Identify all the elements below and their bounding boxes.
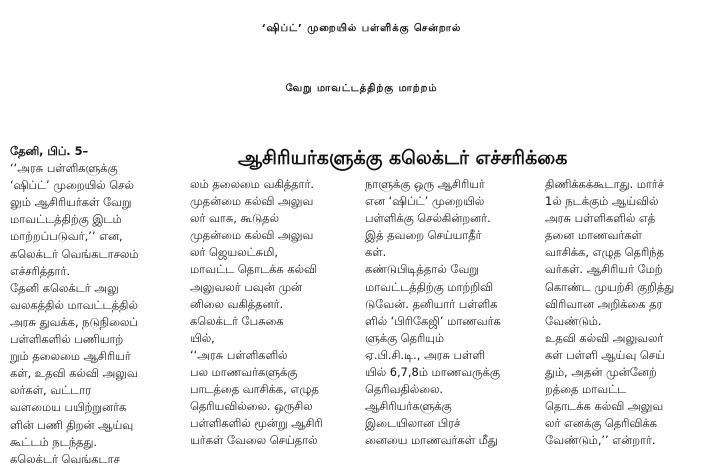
article-line: வளமைய பயிற்றுனர்க [10,400,127,415]
article-line: லும் ஆசிரியர்கள் வேறு [10,195,132,210]
article-line: அரசு பள்ளிகளில் எத் [545,211,656,226]
article-line: பாடத்தை வாசிக்க, எழுத [190,382,319,397]
subheadline: ஆசிரியர்களுக்கு கலெக்டர் எச்சரிக்கை [238,147,568,169]
article-line: தெரியவில்லை. ஒருசில [190,399,313,414]
article-line: யில் 6,7,8ம் மாணவருக்கு [365,365,500,380]
article-line: ‘ஷிப்ட்’ முறையில் செல் [10,178,134,193]
article-line: கண்டுபிடித்தால் வேறு [365,262,479,277]
article-line: டுவேன். தனியார் பள்ளிக [365,296,498,311]
article-line: தேனி கலெக்டர் அலு [10,280,119,295]
article-line: வேண்டும். [545,313,602,328]
article-column-2 [190,176,356,450]
article-line: கலெக்டர் வெங்கடாசலம் [10,246,139,261]
article-line: மாவட்டத்திற்கு இடம் [10,212,122,227]
article-line: மாவட்டத்திற்கு மாற்றிவி [365,279,493,294]
article-line: அலுவலர் பவுன் முன் [190,279,303,294]
article-line: ளுக்கு தெரியும் [365,330,445,345]
article-line: வாசிக்க, எழுத தெரிந்த [545,245,664,260]
article-line: பள்ளிகளில் மூன்று ஆசிரி [190,416,323,431]
article-line: எச்சரித்தார். [10,263,71,278]
article-line: விரிவான அறிக்கை தர [545,296,663,311]
headline-line-1: ‘ஷிப்ட்’ முறையில் பள்ளிக்கு சென்றால் [261,23,462,34]
article-line: லர் எனக்கு தெரிவிக்க [545,416,657,431]
article-line: இத் தவறை செய்யாதீர் [365,228,482,243]
article-line: இடையிலான பிரச் [365,416,461,431]
article-line: கள் பள்ளி ஆய்வு செய் [545,347,665,362]
headline-line-2: வேறு மாவட்டத்திற்கு மாற்றம் [285,83,438,94]
article-line: தெரிவதில்லை. [365,382,444,397]
article-line: றத்தை மாவட்ட [545,382,627,397]
article-line: என ‘ஷிப்ட்’ முறையில் [365,194,485,209]
article-line: ‘‘அரசு பள்ளிகளுக்கு [10,161,118,176]
article-line: கள், உதவி கல்வி அலுவ [10,366,138,381]
article-line: தும், அதன் முன்னேற் [545,365,657,380]
article-line: பள்ளிக்கு செல்கின்றனர். [365,211,491,226]
article-column-4 [545,176,717,450]
article-line: முதன்மை கல்வி அலுவ [190,228,314,243]
article-line: ஏ.பி.சி.டி., அரசு பள்ளி [365,347,485,362]
article-line: லம் தலைமை வகித்தார். [190,177,315,191]
article-line: அரசு துவக்க, நடுநிலைப் [10,314,138,329]
article-column-1 [10,143,180,468]
article-line: 1ல் நடக்கும் ஆய்வில் [545,194,659,209]
article-line: யில், [190,330,215,345]
article-column-3 [365,176,533,450]
article-line: கொண்ட முயற்சி குறித்து [545,279,675,294]
article-line: வேண்டும்,’’ என்றார். [545,433,656,448]
article-line: வலகத்தில் மாவட்டத்தில் [10,297,138,312]
article-line: னையை மாணவர்கள் மீது [365,433,498,448]
article-line: தனை மாணவர்கள் [545,228,642,243]
article-line: தொடக்க கல்வி அலுவ [545,399,664,414]
article-line: லர்கள், வட்டார [10,383,92,398]
article-line: திணிக்கக்கூடாது. மார்ச் [545,177,665,191]
article-line: லர் வாசு, கூடுதல் [190,211,280,226]
article-line: முதன்மை கல்வி அலுவ [190,194,314,209]
article-line: மாற்றப்படுவர்,’’ என, [10,229,123,244]
article-line: பல மாணவர்களுக்கு [190,365,298,380]
article-line: பள்ளிகளில் பணியாற் [10,332,124,347]
article-line: ‘‘அரசு பள்ளிகளில் [190,347,288,362]
article-line: கூட்டம் நடந்தது. [10,434,97,449]
article-line: கள். [365,245,387,260]
article-line: ளின் பணி திறன் ஆய்வு [10,417,134,432]
article-line: ஆசிரியர்களுக்கு [365,399,452,414]
article-line: உதவி கல்வி அலுவலர் [545,330,664,345]
article-line: லர் ஜெயலட்சுமி, [190,245,278,260]
article-line: நாளுக்கு ஒரு ஆசிரியர் [365,177,485,191]
article-line: கலெக்டர் வெங்கடாச [10,451,120,466]
article-line: கலெக்டர் பேசுகை [190,313,284,328]
article-line: றும் தலைமை ஆசிரியர் [10,349,131,364]
article-line: ளில் ‘பிரிகேஜி’ மாணவர்க [365,313,501,328]
dateline: தேனி, பிப். 5– [10,144,89,158]
article-line: வர்கள். ஆசிரியர் மேற் [545,262,663,277]
article-line: மாவட்ட தொடக்க கல்வி [190,262,317,277]
article-line: னிலை வகித்தனர். [190,296,284,311]
article-line: யர்கள் வேலை செய்தால் [190,433,318,448]
